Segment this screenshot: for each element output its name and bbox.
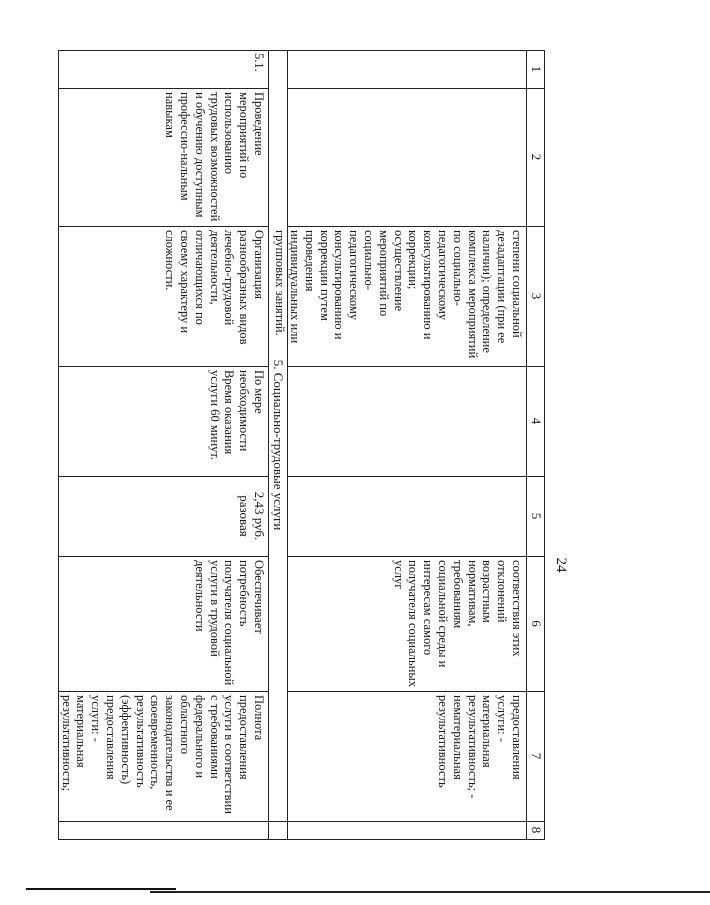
- cont-col7-text: предоставления услуги: - материальная результативность; - нематериальная результативность: [436, 695, 524, 799]
- header-col-2: 2: [529, 153, 544, 161]
- rotated-page: [45, 50, 575, 840]
- page-number: 24: [553, 557, 569, 573]
- row-5-1-num: 5.1.: [252, 53, 266, 72]
- col-border: [288, 476, 545, 477]
- header-col-1: 1: [529, 65, 544, 73]
- section-separator: [268, 50, 269, 840]
- row-5-1-criteria: Полнота предоставления услуги в соответствии с требованиями федерального и областного законодательства и ее своевременность, результативность (эффективность) предоставления услуги: - материальная результативность;: [59, 695, 266, 814]
- header-col-7: 7: [529, 752, 544, 760]
- services-table: [45, 50, 575, 840]
- header-col-3: 3: [529, 292, 544, 300]
- col-border: [59, 821, 545, 822]
- row-5-1-conditions: Обеспечивает потребность получателя социальной услуги в трудовой деятельности: [192, 560, 266, 686]
- row-5-1-description: Организация разнообразных видов лечебно-трудовой деятельности, отличающихся по своему характеру и сложности.: [163, 230, 266, 345]
- section-title: 5. Социально-трудовые услуги: [271, 359, 286, 531]
- row-5-1-time: По мере необходимости Время оказания услуги 60 минут.: [207, 370, 266, 461]
- header-col-4: 4: [529, 417, 544, 425]
- cont-col3-text: степени социальной дезадаптации (при ее наличии); определение комплекса мероприятий по социально-педагогическому консультированию и коррекции; осуществление мероприятий по социально-педагогическому консультированию и коррекции путем проведения индивидуальных или групповых занятий.: [273, 230, 524, 359]
- col-border: [288, 88, 545, 89]
- row-5-1-name: Проведение мероприятий по использованию трудовых возможностей и обучению доступным профессио-нальным навыкам: [163, 92, 266, 222]
- scan-edge-line: [150, 891, 710, 893]
- col-border: [288, 366, 545, 367]
- cont-col6-text: соответствия этих отклонений возрастным нормативам, требованиям социальной среды и интересам самого получателя социальных услуг: [391, 560, 524, 688]
- row-5-1-price: 2,43 руб. разовая: [237, 491, 267, 541]
- scan-edge-mark: [26, 888, 176, 890]
- header-col-6: 6: [529, 620, 544, 627]
- header-col-5: 5: [529, 512, 544, 520]
- table-border-right: [59, 839, 545, 840]
- header-col-8: 8: [529, 826, 544, 834]
